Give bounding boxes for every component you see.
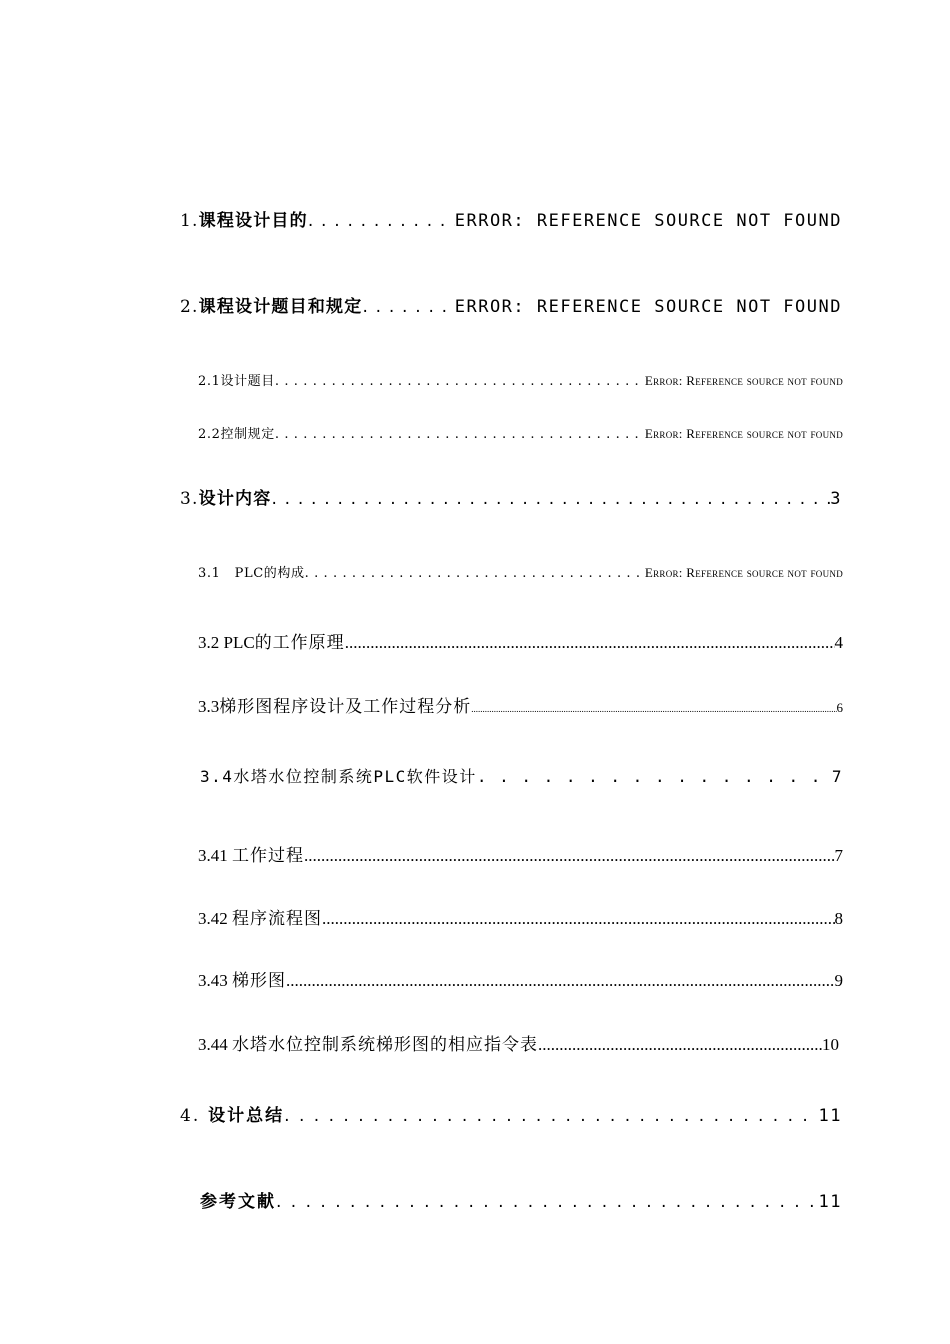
toc-page-ref: 11 — [818, 1192, 842, 1212]
toc-entry-references[interactable] — [200, 1187, 842, 1212]
toc-leader — [275, 374, 645, 389]
toc-leader — [286, 971, 835, 991]
toc-leader — [308, 211, 455, 231]
toc-label: 2.1设计题目 — [198, 374, 275, 389]
toc-entry-1[interactable] — [180, 206, 842, 231]
toc-label: 3.42 程序流程图 — [198, 909, 322, 929]
toc-page-ref: 3 — [830, 489, 842, 509]
toc-entry-3-43[interactable] — [198, 966, 843, 991]
toc-leader — [304, 846, 835, 866]
toc-page-ref: 6 — [836, 700, 843, 715]
toc-page-ref: Error: Reference source not found — [644, 373, 843, 388]
toc-entry-3-1[interactable] — [198, 562, 843, 581]
toc-leader — [322, 909, 835, 929]
toc-leader — [271, 489, 830, 509]
toc-label: 3.44 水塔水位控制系统梯形图的相应指令表 — [198, 1035, 538, 1055]
toc-label: 3.41 工作过程 — [198, 846, 304, 866]
toc-page-ref: 9 — [834, 971, 843, 990]
toc-leader — [345, 633, 835, 653]
toc-label: 3.3梯形图程序设计及工作过程分析 — [198, 697, 472, 717]
toc-label: 3.4水塔水位控制系统PLC软件设计 — [200, 767, 477, 786]
toc-page-ref: 7 — [831, 767, 843, 786]
toc-page-ref: 7 — [834, 846, 843, 865]
toc-leader — [471, 704, 836, 714]
toc-entry-2-1[interactable] — [198, 370, 843, 389]
toc-leader — [538, 1035, 822, 1055]
toc-label: 2.2控制规定 — [198, 427, 275, 442]
toc-entry-3-41[interactable] — [198, 841, 843, 866]
toc-entry-3-44[interactable] — [198, 1030, 839, 1055]
toc-entry-3-4[interactable] — [200, 764, 843, 787]
toc-entry-3-42[interactable] — [198, 904, 843, 929]
toc-leader — [362, 297, 454, 317]
toc-page-ref: Error: Reference source not found — [644, 426, 843, 441]
toc-page-ref: 4 — [834, 633, 843, 652]
toc-leader — [276, 1192, 819, 1212]
toc-label: 3.2 PLC的工作原理 — [198, 633, 345, 653]
toc-page-ref: 8 — [834, 909, 843, 928]
toc-page-ref: ERROR: REFERENCE SOURCE NOT FOUND — [454, 297, 842, 317]
toc-entry-2-2[interactable] — [198, 423, 843, 442]
toc-entry-4[interactable] — [180, 1101, 842, 1126]
toc-leader — [305, 566, 645, 581]
toc-leader — [477, 767, 832, 786]
toc-entry-3-2[interactable] — [198, 628, 843, 653]
toc-entry-2[interactable] — [180, 292, 842, 317]
toc-entry-3[interactable] — [180, 484, 842, 509]
toc-label: 2.课程设计题目和规定 — [180, 297, 363, 317]
toc-leader — [275, 427, 645, 442]
toc-page-ref: 11 — [818, 1106, 842, 1126]
toc-leader — [284, 1106, 818, 1126]
toc-page-ref: ERROR: REFERENCE SOURCE NOT FOUND — [454, 211, 842, 231]
toc-entry-3-3[interactable] — [198, 692, 843, 717]
toc-label: 3.43 梯形图 — [198, 971, 286, 991]
toc-label: 4. 设计总结 — [180, 1106, 285, 1126]
toc-label: 1.课程设计目的 — [180, 211, 308, 231]
toc-page-ref: 10 — [822, 1035, 839, 1054]
toc-label: 3.1 PLC的构成 — [198, 566, 305, 581]
toc-page-ref: Error: Reference source not found — [644, 565, 843, 580]
toc-label: 参考文献 — [200, 1192, 276, 1212]
toc-label: 3.设计内容 — [180, 489, 272, 509]
